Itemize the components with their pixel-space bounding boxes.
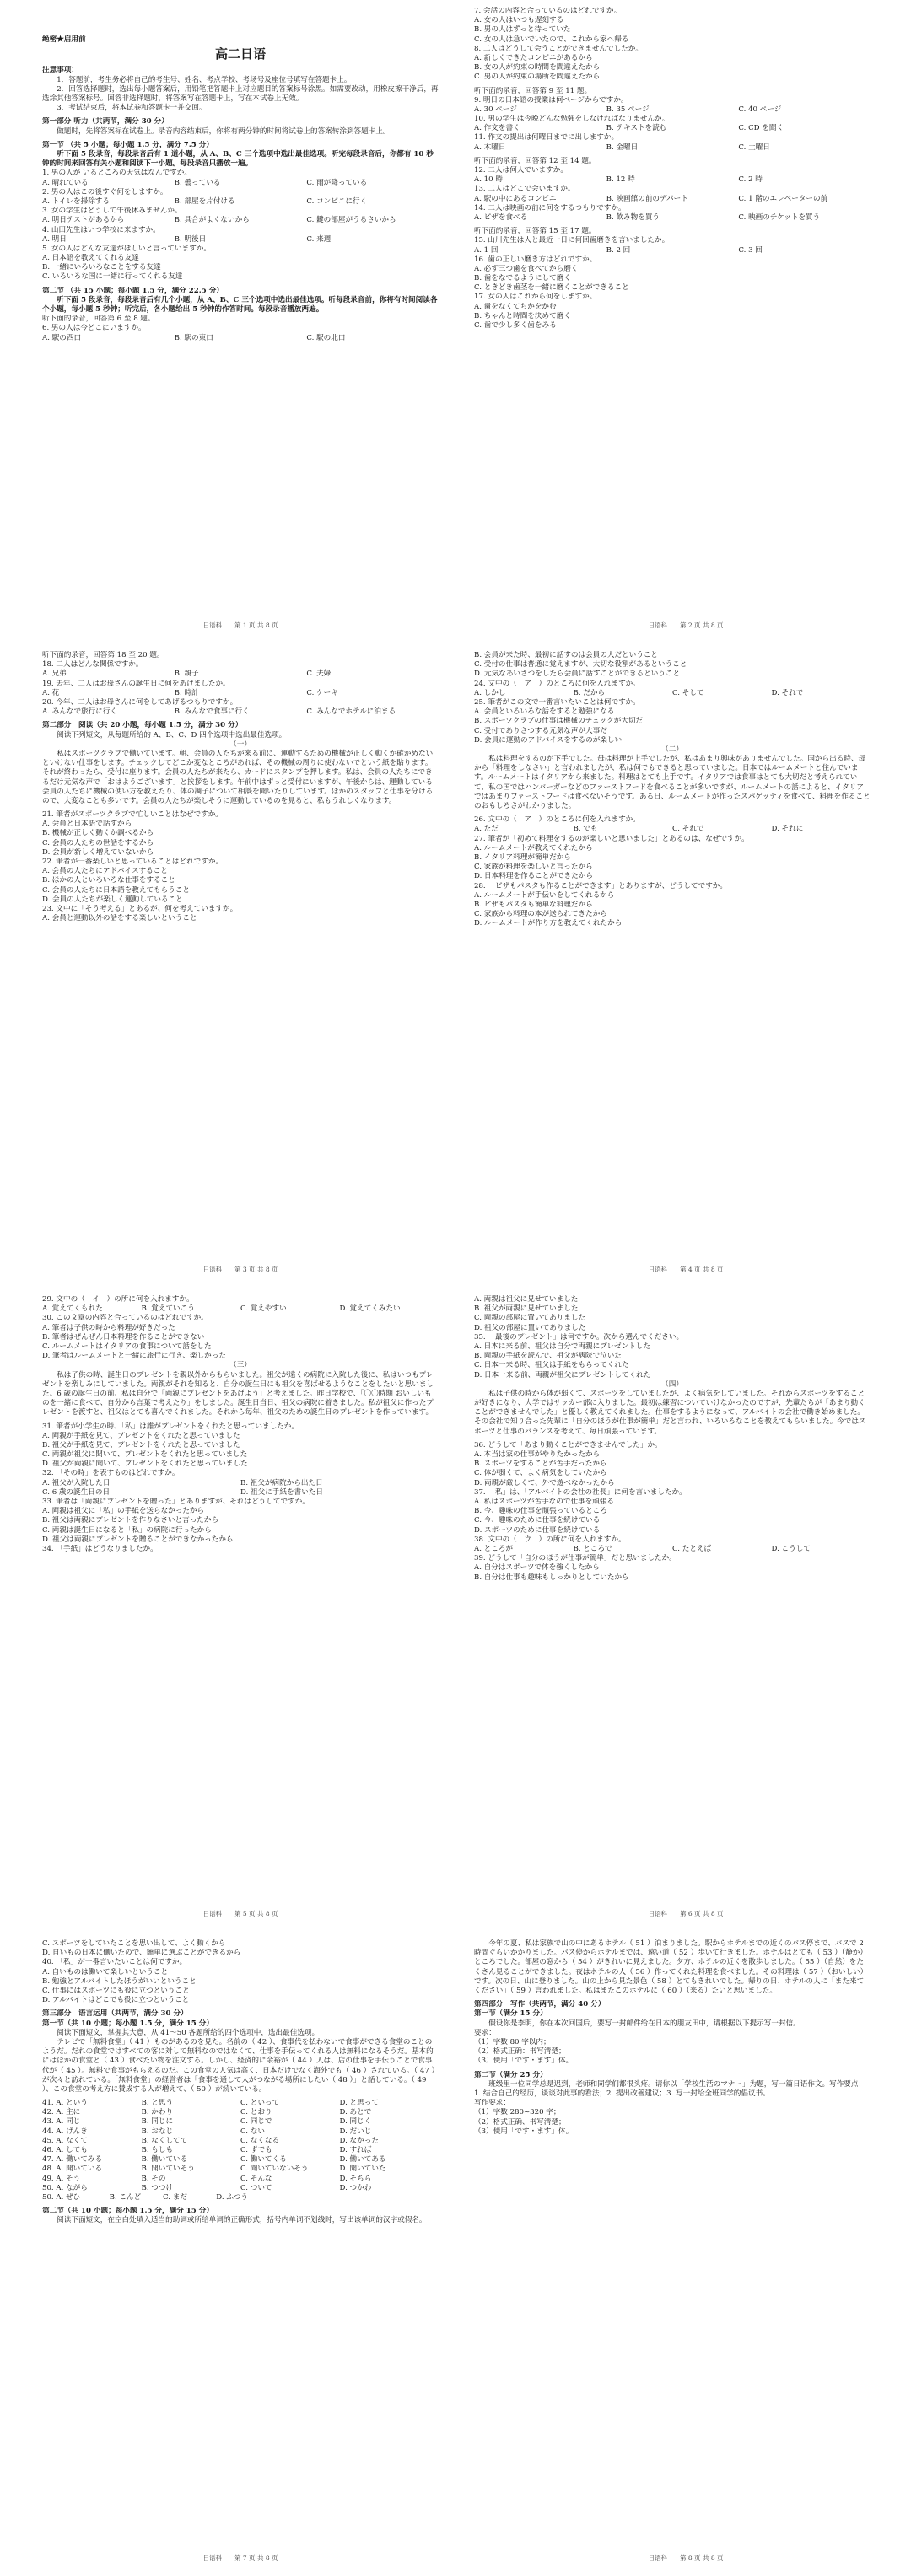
question-27: 27. 筆者が「初めて料理をするのが楽しいと思いました」とあるのは、なぜですか。 <box>474 834 749 843</box>
question-38: 38. 文中の（ ウ ）の所に何を入れますか。 <box>474 1535 626 1544</box>
option-line: B. 今、趣味の仕事を頑張っているところ <box>474 1507 607 1516</box>
choices-42: 42. A. 主に B. かわり C. とおり D. あとで <box>42 2108 372 2117</box>
question-1: 1. 男の人が いるところの天気はなんですか。 <box>42 169 191 178</box>
question-6: 6. 男の人は今どこにいますか。 <box>42 324 146 333</box>
option-line: A. 歯をなくてちかをかむ <box>474 302 557 311</box>
question-10: 10. 男の学生は今晩どんな勉強をしなければなりませんか。 <box>474 115 670 124</box>
question-16: 16. 歯の正しい磨き方はどれですか。 <box>474 255 597 264</box>
option-line: B. 勉強とアルバイトしたほうがいいということ <box>42 1976 197 1986</box>
question-35: 35. 「最後のプレゼント」は何ですか。次から選んでください。 <box>474 1332 684 1342</box>
option-line: D. 日本一来る前、両親が祖父にプレゼントしてくれた <box>474 1370 651 1379</box>
option-line: D. 元気なあいさつをしたら会員に話すことができるということ <box>474 670 681 679</box>
writing-section1-heading: 第一节（满分 15 分） <box>474 2009 547 2019</box>
option-line: A. 自いものは働いて楽しいということ <box>42 1967 169 1976</box>
option-line: D. 自いもの日本に働いたので、簡単に選ぶことができるから <box>42 1949 241 1958</box>
choices-44: 44. A. げんき B. おなじ C. ない D. だいじ <box>42 2127 372 2136</box>
page-4 <box>462 644 909 1281</box>
part1-desc: 做题时，先将答案标在试卷上。录音内容结束后，你将有两分钟的时间将试卷上的答案转涂到答题卡上。 <box>57 126 391 136</box>
page-footer: 日语科 第 5 页 共 8 页 <box>202 1909 278 1917</box>
question-40: 40. 「私」が一番言いたいことは何ですか。 <box>42 1958 187 1967</box>
option-line: A. 両親が手紙を見て、プレゼントをくれたと思っていました <box>42 1431 240 1440</box>
part3-section2-desc: 阅读下面短文，在空白处填入适当的助词或所给单词的正确形式，括号内单词不划线时，写出该单词的汉字或假名。 <box>57 2216 427 2225</box>
writing-section1-desc: 假设你是李明，你在本次回国后，要写一封邮件给在日本的朋友田中，请根据以下提示写一封信。 <box>488 2019 800 2028</box>
requirement-line: （1）字数 80 字以内； <box>474 2037 551 2046</box>
option-line: C. 家族が料理を楽しいと言ったから <box>474 863 593 872</box>
options-12: A. 10 時 B. 12 時 C. 2 時 <box>474 175 763 185</box>
option-line: C. 受付の仕事は普通に覚えますが、大切な役割があるということ <box>474 660 687 670</box>
page-6 <box>462 1288 909 1925</box>
options-38: A. ところが B. ところで C. たとえば D. こうして <box>474 1544 811 1553</box>
option-line: A. 本当は家の仕事がやりたかったから <box>474 1450 601 1460</box>
option-line: B. 男の人はずっと待っていた <box>474 25 571 35</box>
option-line: C. 家族から料理の本が送られてきたから <box>474 910 607 919</box>
option-line: A. 必ず三つ歯を食べてから磨く <box>474 264 579 273</box>
options-4: A. 明日 B. 明後日 C. 来週 <box>42 234 332 244</box>
page-footer: 日语科 第 8 页 共 8 页 <box>648 2553 724 2562</box>
option-line: C. 女の人は急いでいたので、これから家へ帰る <box>474 35 629 44</box>
listen-9-11: 听下面的录音，回答第 9 至 11 题。 <box>474 86 592 95</box>
option-line: D. 祖父の部屋に置いてありました <box>474 1323 586 1332</box>
option-line: A. 私はスポーツが苦手なので仕事を頑張る <box>474 1498 615 1507</box>
requirement-line: 要求： <box>474 2028 496 2037</box>
option-line: C. 歯で少し多く歯をみる <box>474 321 557 330</box>
question-29: 29. 文中の（ イ ）の所に何を入れますか。 <box>42 1295 194 1304</box>
page-2 <box>462 0 909 637</box>
option-line: D. 祖父は両親にプレゼントを贈ることができなかったから <box>42 1535 234 1544</box>
option-line: C. 会員の人たちに日本語を教えてもらうこと <box>42 885 191 895</box>
question-14: 14. 二人は映画の前に何をするつもりですか。 <box>474 203 626 212</box>
question-36: 36. どうして「あまり動くことができませんでした」か。 <box>474 1440 662 1449</box>
page-8 <box>462 1933 909 2569</box>
options-20: A. みんなで旅行に行く B. みんなで食事に行く C. みんなでホテルに泊まる <box>42 707 396 717</box>
option-line: D. ルームメートが作り方を教えてくれたから <box>474 919 623 928</box>
requirement-line: 写作要求： <box>474 2099 510 2108</box>
listen-6-8: 听下面的录音，回答第 6 至 8 题。 <box>42 315 155 324</box>
choices-45: 45. A. なくて B. なくしてて C. なくなる D. なかった <box>42 2136 379 2145</box>
passage-1-label: （一） <box>229 739 251 749</box>
page-footer: 日语科 第 4 页 共 8 页 <box>648 1265 724 1273</box>
choices-43: 43. A. 同じ B. 同じに C. 同じで D. 同じく <box>42 2117 372 2127</box>
option-line: C. 両親の部屋に置いてありました <box>474 1314 586 1323</box>
question-18: 18. 二人はどんな関係ですか。 <box>42 660 143 670</box>
question-7: 7. 会話の内容と合っているのはどれですか。 <box>474 7 622 15</box>
option-line: B. ほかの人といろいろな仕事をすること <box>42 876 175 885</box>
option-line: A. 会員と運動以外の話をする楽しいということ <box>42 914 197 923</box>
spread-2 <box>0 644 911 1281</box>
choices-46: 46. A. しても B. もしも C. ずでも D. すれば <box>42 2146 372 2155</box>
option-line: A. 会員といろいろな話をすると勉強になる <box>474 707 615 717</box>
option-line: B. イタリア料理が簡単だから <box>474 853 571 863</box>
option-line: A. 新しくできたコンビニがあるから <box>474 53 593 62</box>
question-32: 32. 「その時」を表すものはどれですか。 <box>42 1469 180 1478</box>
question-8: 8. 二人はどうして会うことができませんでしたか。 <box>474 44 643 53</box>
option-line: B. 自分は仕事も趣味もしっかりとしていたから <box>474 1573 629 1582</box>
choices-50: 50. A. ながら B. つつけ C. ついて D. つかわ <box>42 2183 372 2192</box>
page-footer: 日语科 第 3 页 共 8 页 <box>202 1265 278 1273</box>
option-line: A. 両親は祖父に見せていました <box>474 1295 579 1304</box>
option-line: B. 会員が来た時、最初に話すのは会員の人だということ <box>474 651 659 659</box>
options-9: A. 30 ページ B. 35 ページ C. 40 ページ <box>474 105 782 114</box>
question-13: 13. 二人はどこで会いますか。 <box>474 185 575 194</box>
option-line: B. 女の人が約束の時間を間違えたから <box>474 63 601 73</box>
question-37: 37. 「私」は、「アルバイトの会社の社長」に何を言いましたか。 <box>474 1487 687 1497</box>
option-line: C. 会員の人たちの世話をするから <box>42 838 154 847</box>
page-footer: 日语科 第 7 页 共 8 页 <box>202 2553 278 2562</box>
option-line: B. スポーツクラブの仕事は機械のチェックが大切だ <box>474 717 644 726</box>
option-line: A. 会員の人たちにアドバイスすること <box>42 867 168 876</box>
option-line: A. ルームメートが手伝いをしてくれるから <box>474 890 615 900</box>
options-10: A. 作文を書く B. テキストを読む C. CD を聞く <box>474 124 784 133</box>
option-line: D. 祖父が両親に聞いて、プレゼントをくれたと思っていました <box>42 1460 248 1469</box>
option-5a: A. 日本語を教えてくれる友達 <box>42 254 139 263</box>
option-line: B. 両親の手紙を読んで、祖父が病院で泣いた <box>474 1352 622 1361</box>
choices-48: 48. A. 聞いている B. 聞いていそう C. 聞いていないそう D. 聞いていた <box>42 2165 386 2174</box>
question-22: 22. 筆者が一番楽しいと思っていることはどれですか。 <box>42 858 224 867</box>
passage-4: 私は子供の時から体が弱くて、スポーツをしていましたが、よく病気をしていました。それからスポーツをすることが好きになり、大学ではサッカー部に入りました。最初は練習についていけなかったのですが、先輩たちが「あまり動くことができませんでした」と優しく教えてくれました。仕事をするようになって、アルバイトの会社で働き始めました。その会社で知り合った先輩に「自分のほうが仕事が簡単」だと言われ、いろいろなことを教えてもらいました。今ではスポーツと仕事のバランスを考えて、毎日頑張っています。 <box>474 1389 866 1436</box>
spread-3 <box>0 1288 911 1925</box>
question-25: 25. 筆者がこの文で一番言いたいことは何ですか。 <box>474 697 640 707</box>
requirement-line: （3）使用「です・ます」体。 <box>474 2057 574 2066</box>
option-line: D. スポーツのために仕事を続けている <box>474 1525 601 1535</box>
question-23: 23. 文中に「そう考える」とあるが、何を考えていますか。 <box>42 904 238 913</box>
choices-49: 49. A. そう B. その C. そんな D. そちら <box>42 2174 372 2183</box>
option-line: D. 筆者はルームメートと一緒に旅行に行き、楽しかった <box>42 1352 226 1361</box>
option-line: A. 自分はスポーツで体を強くしたから <box>474 1563 600 1573</box>
option-line: A. 筆者は子供の時から料理が好きだった <box>42 1323 175 1332</box>
section2-desc: 听下面 5 段录音，每段录音后有几个小题，从 A、B、C 三个选项中选出最佳选项。听每段录音前，你将有时间阅读各个小题，每小题 5 秒钟；听完后，各小题给出 5 秒钟的作答时间。每段录音播放两遍。 <box>42 295 438 315</box>
question-20: 20. 今年、二人はお母さんに何をしてあげるつもりですか。 <box>42 697 238 707</box>
options-29: A. 覚えてくもれた B. 覚えていこう C. 覚えやすい D. 覚えてくみたい <box>42 1304 401 1314</box>
part2-heading: 第二部分 阅读（共 20 小题，每小题 1.5 分，满分 30 分） <box>42 721 243 730</box>
section2-heading: 第二节 （共 15 小题；每小题 1.5 分，满分 22.5 分） <box>42 286 224 295</box>
option-line: D. 会員の人たちが楽しく運動していること <box>42 895 183 904</box>
passage-3: 私は子供の時、誕生日のプレゼントを親以外からもらいました。祖父が遠くの病院に入院した後に、私はいつもプレゼントを楽しみにしていました。両親がそれを知ると、自分の誕生日にも祖父を喜ばせるようなことをしたいと思いました。6 歳の誕生日の前、私は自分で「両親にプレゼントをあげよう」と考えました。昨日学校で、「〇〇時期 おいしいものを一緒に食べて、自分から言葉で考えたり」をしました。誕生日当日、祖父の病院に着きました。私が祖父に作ったプレゼントを渡すと、祖父はとても喜んでくれました。それから毎年、祖父のための誕生日のプレゼントを作っています。 <box>42 1370 434 1417</box>
notice-3: 3．考试结束后，将本试卷和答题卡一并交回。 <box>57 104 207 113</box>
option-5b: B. 一緒にいろいろなことをする友達 <box>42 263 161 272</box>
option-line: B. スポーツをすることが苦手だったから <box>474 1460 607 1469</box>
question-34: 34. 「手紙」はどうなりましたか。 <box>42 1544 158 1553</box>
part3-heading: 第三部分 语言运用（共两节，满分 30 分） <box>42 2009 188 2019</box>
section1-heading: 第一节 （共 5 小题；每小题 1.5 分，满分 7.5 分） <box>42 140 213 149</box>
option-line: C. ときどき歯茎を一緒に磨くことができること <box>474 283 629 293</box>
notice-2: 2．回答选择题时，选出每小题答案后，用铅笔把答题卡上对应题目的答案标号涂黑。如需要改动，用橡皮擦干净后，再选涂其他答案标号。回答非选择题时，将答案写在答题卡上，写在本试卷上无效。 <box>42 84 439 103</box>
option-line: C. 両親が祖父に聞いて、プレゼントをくれたと思っていました <box>42 1450 248 1460</box>
question-17: 17. 女の人はこれから何をしますか。 <box>474 293 597 302</box>
option-line: B. 祖父が両親に見せていました <box>474 1304 579 1314</box>
options-6: A. 駅の西口 B. 駅の東口 C. 駅の北口 <box>42 333 346 342</box>
question-28: 28. 「ピザもパスタも作ることができます」とありますが、どうしてですか。 <box>474 881 727 890</box>
option-line: D. 日本料理を作ることができたから <box>474 872 593 881</box>
notice-heading: 注意事项： <box>42 66 78 75</box>
option-line: B. ちゃんと時間を決めて磨く <box>474 311 571 320</box>
question-4: 4. 山田先生はいつ学校に来ますか。 <box>42 225 160 234</box>
question-2: 2. 男の人はこの後すぐ何をしますか。 <box>42 187 168 196</box>
options-3: A. 明日テストがあるから B. 具合がよくないから C. 鍵の部屋がうるさいから <box>42 216 396 225</box>
options-32b: C. 6 歳の誕生日の日 D. 祖父に手紙を書いた日 <box>42 1487 323 1497</box>
question-31: 31. 筆者が小学生の時、「私」は誰がプレゼントをくれたと思っていましたか。 <box>42 1422 299 1431</box>
requirement-line: （2）格式正确、书写清楚； <box>474 2117 566 2127</box>
confidential-mark: 绝密★启用前 <box>42 35 86 44</box>
part3-section1-heading: 第一节（共 10 小题；每小题 1.5 分，满分 15 分） <box>42 2019 213 2028</box>
option-5c: C. いろいろな国に一緒に行ってくれる友達 <box>42 272 183 282</box>
exam-title: 高二日语 <box>214 46 266 62</box>
option-line: C. 両親は誕生日になると「私」の病院に行ったから <box>42 1525 212 1535</box>
option-line: B. 筆者はぜんぜん日本料理を作ることができない <box>42 1332 205 1342</box>
listen-18-20: 听下面的录音，回答第 18 至 20 题。 <box>42 651 164 659</box>
options-14: A. ピザを食べる B. 飲み物を買う C. 映画のチケットを買う <box>474 212 821 222</box>
passage-1: 私はスポーツクラブで働いています。朝、会員の人たちが来る前に、運動するための機械が正しく動くか確かめないといけない仕事をします。チェックしてどこか変なところがあれば、その機械の周りに使わないでという紙を貼ります。それが終わったら、受付に座ります。会員の人たちが来たら、カードにスタンプを押します。私は、会員の人たちにできるだけ元気な声で「おはようございます」と挨拶をします。午前中はずっと受付にいますが、午後からは、運動している会員の人たちに機械の使い方を教えたり、体の調子について相談を聞いたりしています。ほかのスタッフと仕事を分けるので、大変なことも多いです。会員の人たちが楽しそうに運動しているのを見ると、私もうれしくなります。 <box>42 749 434 805</box>
passage-2-label: （二） <box>661 745 683 754</box>
page-footer: 日语科 第 6 页 共 8 页 <box>648 1909 724 1917</box>
requirement-line: （3）使用「です・ます」体。 <box>474 2127 574 2136</box>
options-13: A. 駅の中にあるコンビニ B. 映画館の前のデパート C. 1 階のエレベーターの前 <box>474 194 828 203</box>
passage-2: 私は料理をするのが下手でした。母は料理が上手でしたが、私はあまり興味がありませんでした。国から出る時、母から「料理をしなさい」と言われましたが、私は何でもできると思っていました。日本ではルームメートと住んでいます。ルームメートはイタリアから来ました。料理はとても上手です。イタリアでは食事はとても大切だと考えられていて、私の国ではハンバーガーなどのファーストフードを食べることが多いですが、ルームメートの話によると、イタリアではあまりファーストフードは食べないそうです。ある日、ルームメートが作ったスパゲッティを食べて、料理を作ることのおもしろさがわかりました。 <box>474 755 871 811</box>
part3-section1-desc: 阅读下面短文，掌握其大意，从 41～50 各题所给的四个选项中，选出最佳选项。 <box>57 2028 320 2037</box>
requirement-line: （2）格式正确：书写清楚； <box>474 2047 566 2057</box>
question-19: 19. 去年、二人はお母さんの誕生日に何をあげましたか。 <box>42 679 230 688</box>
option-line: A. ルームメートが教えてくれたから <box>474 843 593 852</box>
option-line: B. ピザもパスタも簡単な料理だから <box>474 900 593 909</box>
option-line: C. 日本一来る時、祖父は手紙をもらってくれた <box>474 1361 629 1370</box>
choices-41: 41. A. という B. と思う C. といって D. と思って <box>42 2099 379 2108</box>
option-line: C. 仕事にはスポーツにも役に立つということ <box>42 1986 190 1995</box>
option-line: C. 今、趣味のために仕事を続けている <box>474 1516 601 1525</box>
options-32a: A. 祖父が入院した日 B. 祖父が病院から出た日 <box>42 1478 323 1487</box>
page-5 <box>17 1288 464 1925</box>
part3-section2-heading: 第二节（共 10 小题；每小题 1.5 分，满分 15 分） <box>42 2207 213 2216</box>
page-3 <box>17 644 464 1281</box>
passage-3-label: （三） <box>229 1361 251 1370</box>
option-line: C. スポーツをしていたことを思い出して、よく動くから <box>42 1939 226 1948</box>
section1-desc: 听下面 5 段录音，每段录音后有 1 道小题，从 A、B、C 三个选项中选出最佳选项。听完每段录音后，你都有 10 秒钟的时间来回答有关小题和阅读下一小题。每段录音只播放一遍。 <box>42 149 434 169</box>
option-line: C. 男の人が約束の場所を間違えたから <box>474 73 601 82</box>
notice-1: 1．答题前，考生务必将自己的考生号、姓名、考点学校、考场号及座位号填写在答题卡上。 <box>57 75 352 84</box>
option-line: C. ルームメートはイタリアの食事について話をした <box>42 1342 212 1351</box>
option-line: A. 両親は祖父に「私」の手紙を送らなかったから <box>42 1507 205 1516</box>
part4-heading: 第四部分 写作（共两节，满分 40 分） <box>474 2000 606 2009</box>
choices-47: 47. A. 働いてみる B. 働いている C. 働いてくる D. 働いてある <box>42 2155 386 2165</box>
spread-4 <box>0 1933 911 2569</box>
writing-section2-desc: 班级里一位同学总是迟到，老师和同学们都很头疼。请你以「学校生活のマナー」为题，写一篇日语作文。写作要点：1. 结合自己的经历，谈谈对此事的看法；2. 提出改善建议；3. 写一封给全班同学的倡议书。 <box>474 2079 866 2098</box>
page-7 <box>17 1933 464 2569</box>
question-33: 33. 筆者は「両親にプレゼントを贈った」とありますが、それはどうしてですか。 <box>42 1498 310 1507</box>
page-footer: 日语科 第 2 页 共 8 页 <box>648 621 724 629</box>
option-line: A. 会員と日本語で話すから <box>42 820 132 829</box>
question-3: 3. 女の学生はどうして午後休みませんか。 <box>42 207 182 216</box>
option-line: B. 祖父が手紙を見て、プレゼントをくれたと思っていました <box>42 1440 240 1449</box>
option-line: B. 祖父は両親にプレゼントを作りなさいと言ったから <box>42 1516 219 1525</box>
question-15: 15. 山川先生は人と最近一日に何回歯磨きを言いましたか。 <box>474 236 670 245</box>
option-line: C. 受付でありさつする元気な声が大事だ <box>474 726 607 735</box>
option-line: D. 会員が新しく増えていないから <box>42 847 154 857</box>
passage-4-label: （四） <box>661 1379 683 1389</box>
question-9: 9. 明日の日本語の授業は何ページからですか。 <box>474 95 628 105</box>
page-1 <box>17 0 464 637</box>
question-11: 11. 作文の提出は何曜日までに出しますか。 <box>474 133 619 143</box>
question-30: 30. この文章の内容と合っているのはどれですか。 <box>42 1314 208 1323</box>
option-line: D. 会員に運動のアドバイスをするのが楽しい <box>474 735 623 745</box>
option-line: A. 女の人はいつも遅刻する <box>474 16 564 25</box>
question-5: 5. 女の人はどんな友達がほしいと言っていますか。 <box>42 244 211 253</box>
options-19: A. 花 B. 時計 C. ケーキ <box>42 688 338 697</box>
listen-15-17: 听下面的录音，回答第 15 至 17 题。 <box>474 227 596 236</box>
passage-5: テレビで「無料食堂」（ 41 ）ものがあるのを見た。名前の（ 42 ）、食事代を払わないで食事ができる食堂のことのようだ。だれの食堂ではすべての客に対して無料なのではなくて、仕事を手伝ってくれる人は無料になるそうだ。基本的にはほかの食堂と（ 43 ）食べたい物を注文する。しかし、経済的に余裕が（ 44 ）人は、店の仕事を手伝うことで食事代が（ 45 ）。無料で食事がもらえるのだ。この食堂の人気は高く、日本だけでなく海外でも（ 46 ）されている。（ 47 ）が次々と訪れている。「無料食堂」の経営者は「食事を通して人がつながる場所にしたい（ 48 ）」と話している。（ 49 ）、この食堂の考え方に賛成する人が増えて、（ 50 ）が続いている。 <box>42 2037 435 2094</box>
option-line: D. 両親が厳しくて、外で遊べなかったから <box>474 1478 615 1487</box>
options-11: A. 木曜日 B. 金曜日 C. 土曜日 <box>474 143 770 152</box>
option-line: A. 日本に来る前、祖父は自分で両親にプレゼントした <box>474 1342 650 1351</box>
listen-12-14: 听下面的录音，回答第 12 至 14 题。 <box>474 156 596 165</box>
options-24: A. しかし B. だから C. そして D. それで <box>474 688 804 697</box>
question-12: 12. 二人は何人でいますか。 <box>474 166 568 175</box>
options-2: A. トイレを掃除する B. 部屋を片付ける C. コンビニに行く <box>42 196 368 206</box>
option-line: B. 歯をなでるようにして磨く <box>474 274 571 283</box>
options-18: A. 兄弟 B. 親子 C. 夫婦 <box>42 670 332 679</box>
question-26: 26. 文中の（ ア ）のところに何を入れますか。 <box>474 815 640 825</box>
question-39: 39. どうして「自分のほうが仕事が簡単」だと思いましたか。 <box>474 1554 677 1563</box>
option-line: D. アルバイトはどこでも役に立つということ <box>42 1996 190 2005</box>
page-footer: 日语科 第 1 页 共 8 页 <box>202 621 278 629</box>
question-24: 24. 文中の（ ア ）のところに何を入れますか。 <box>474 679 640 688</box>
requirement-line: （1）字数 280~320 字； <box>474 2108 561 2117</box>
passage-6: 今年の夏、私は家族で山の中にあるホテル（ 51 ）泊まりました。駅からホテルまでの近くのバス停まで、バスで 2 時間ぐらいかかりました。バス停からホテルまでは、遠い道（ 52 ）歩いて行きました。ホテルはとても（ 53 ）（静か）ところでした。部屋の窓から（ 54 ）がきれいに見えました。夕方、ホテルの近くを散歩しました。（ 55 ）（自然）をたくさん見ることができました。夜はホテルの人（ 56 ）作ってくれた料理を食べました。その料理は（ 57 ）（おいしい）です。次の日、山に登りました。山の上から見た景色（ 58 ）とてもきれいでした。帰りの日、ホテルの人に「また来てください」（ 59 ）言われました。私はまたこのホテルに（ 60 ）（来る）たいと思いました。 <box>474 1939 868 1996</box>
options-1: A. 晴れている B. 曇っている C. 雨が降っている <box>42 178 368 187</box>
choices-50-alt: 50. A. ぜひ B. こんど C. まだ D. ふつう <box>42 2192 249 2202</box>
options-15: A. 1 回 B. 2 回 C. 3 回 <box>474 245 763 255</box>
writing-section2-heading: 第二节（满分 25 分） <box>474 2070 547 2079</box>
spread-1 <box>0 0 911 637</box>
options-26: A. ただ B. でも C. それで D. それに <box>474 825 804 834</box>
option-line: C. 体が弱くて、よく病気をしていたから <box>474 1469 607 1478</box>
option-line: B. 機械が正しく動くか調べるから <box>42 829 154 838</box>
part2-desc: 阅读下列短文，从每题所给的 A、B、C、D 四个选项中选出最佳选项。 <box>57 730 287 739</box>
question-21: 21. 筆者がスポーツクラブで忙しいことはなぜですか。 <box>42 810 223 820</box>
part1-heading: 第一部分 听力（共两节，满分 30 分） <box>42 117 169 126</box>
